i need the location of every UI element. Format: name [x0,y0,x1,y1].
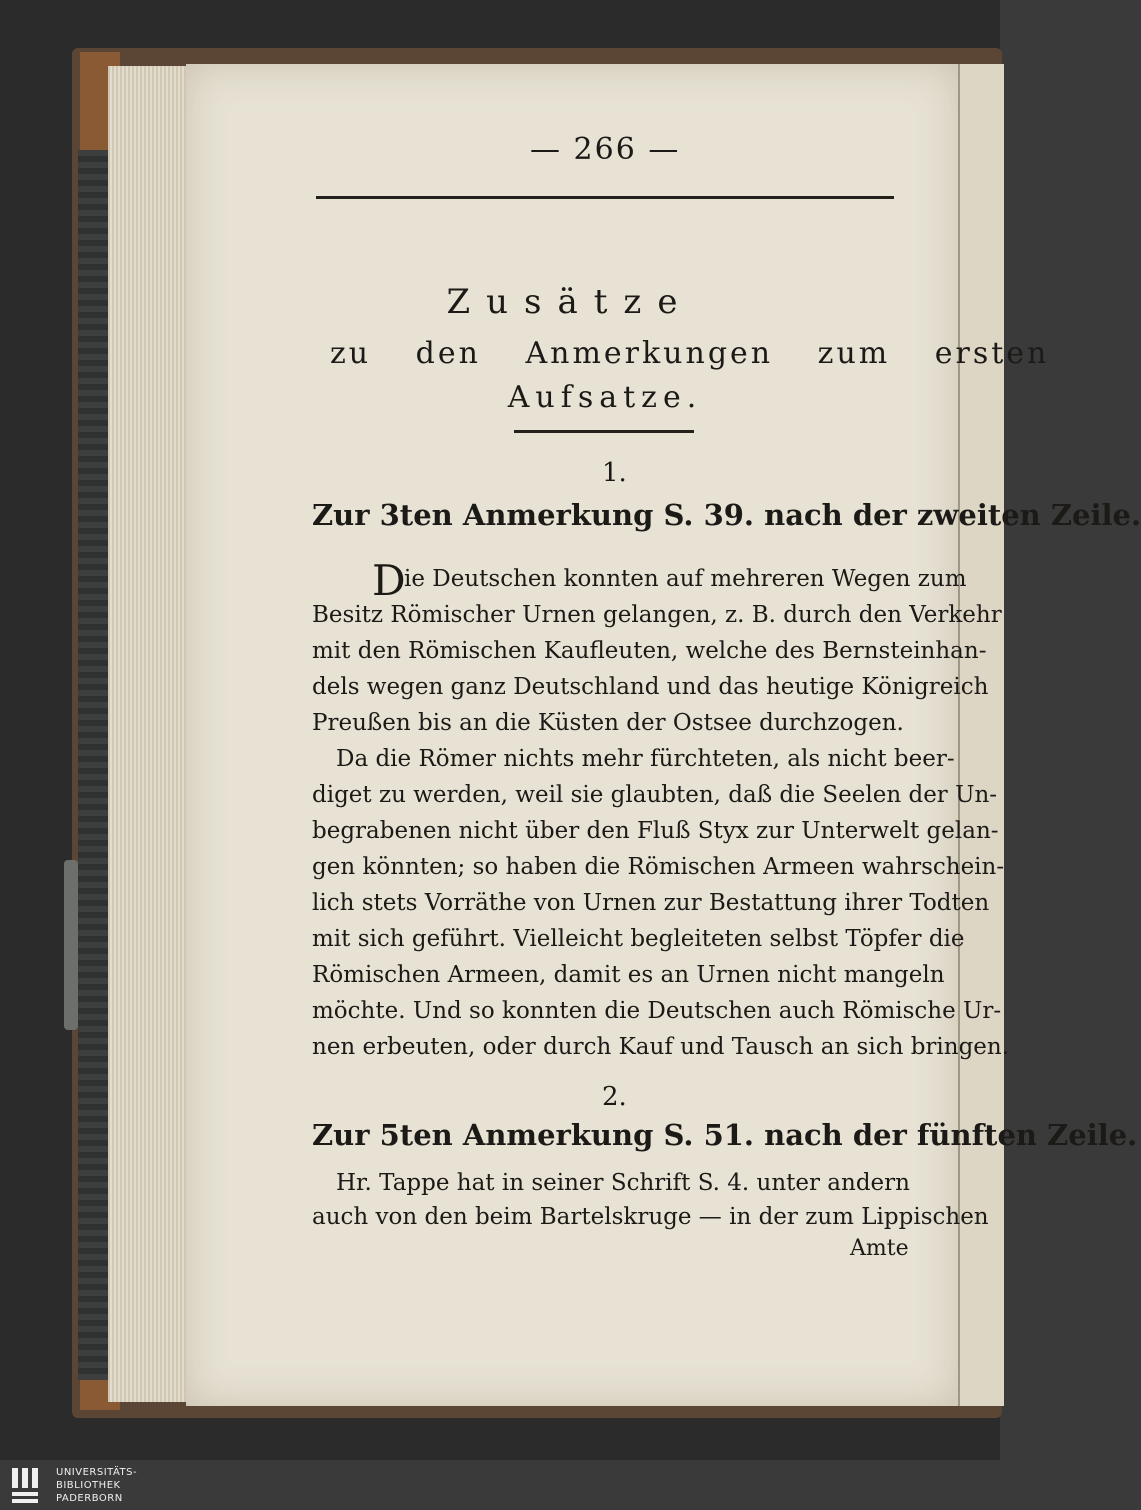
library-name-line: UNIVERSITÄTS- [56,1467,138,1478]
text-line: Besitz Römischer Urnen gelangen, z. B. durch den Verkehr [312,602,1002,628]
text-line: gen könnten; so haben die Römischen Armeen wahrschein- [312,854,1005,880]
library-name [56,1466,137,1505]
page-number: — 266 — [530,132,681,167]
text-line: mit den Römischen Kaufleuten, welche des Bernsteinhan- [312,638,987,664]
text-line: auch von den beim Bartelskruge — in der zum Lippischen [312,1204,989,1230]
text-line: lich stets Vorräthe von Urnen zur Bestattung ihrer Todten [312,890,990,916]
header-rule [316,196,894,199]
text-line: ie Deutschen konnten auf mehreren Wegen zum [404,566,967,592]
dropcap: D [372,556,406,605]
page-edges [108,66,190,1402]
section-number: 2. [602,1082,627,1112]
library-name-line: PADERBORN [56,1493,123,1504]
text-line: dels wegen ganz Deutschland und das heutige Königreich [312,674,989,700]
text-line: Römischen Armeen, damit es an Urnen nicht mangeln [312,962,945,988]
library-footer [0,1460,1000,1510]
text-line: diget zu werden, weil sie glaubten, daß die Seelen der Un- [312,782,998,808]
text-line: Da die Römer nichts mehr fürchteten, als nicht beer- [336,746,955,772]
subtitle-line-1: zu den Anmerkungen zum ersten [330,336,1050,371]
subtitle-line-2: Aufsatze. [507,380,703,415]
title-rule [514,430,694,433]
text-line: begrabenen nicht über den Fluß Styx zur Unterwelt gelan- [312,818,999,844]
book-clasp [64,860,78,1030]
catchword: Amte [850,1236,909,1261]
text-line: nen erbeuten, oder durch Kauf und Tausch an sich bringen. [312,1034,1010,1060]
text-line: Preußen bis an die Küsten der Ostsee durchzogen. [312,710,904,736]
library-logo-icon [10,1466,50,1506]
library-name-line: BIBLIOTHEK [56,1480,121,1491]
section-heading: Zur 5ten Anmerkung S. 51. nach der fünften Zeile. [312,1118,1138,1152]
section-number: 1. [602,458,627,488]
page-title: Zusätze [446,282,694,322]
text-line: mit sich geführt. Vielleicht begleiteten selbst Töpfer die [312,926,965,952]
text-line: möchte. Und so konnten die Deutschen auch Römische Ur- [312,998,1002,1024]
section-heading: Zur 3ten Anmerkung S. 39. nach der zweiten Zeile. [312,498,1141,532]
text-line: Hr. Tappe hat in seiner Schrift S. 4. unter andern [336,1170,910,1196]
